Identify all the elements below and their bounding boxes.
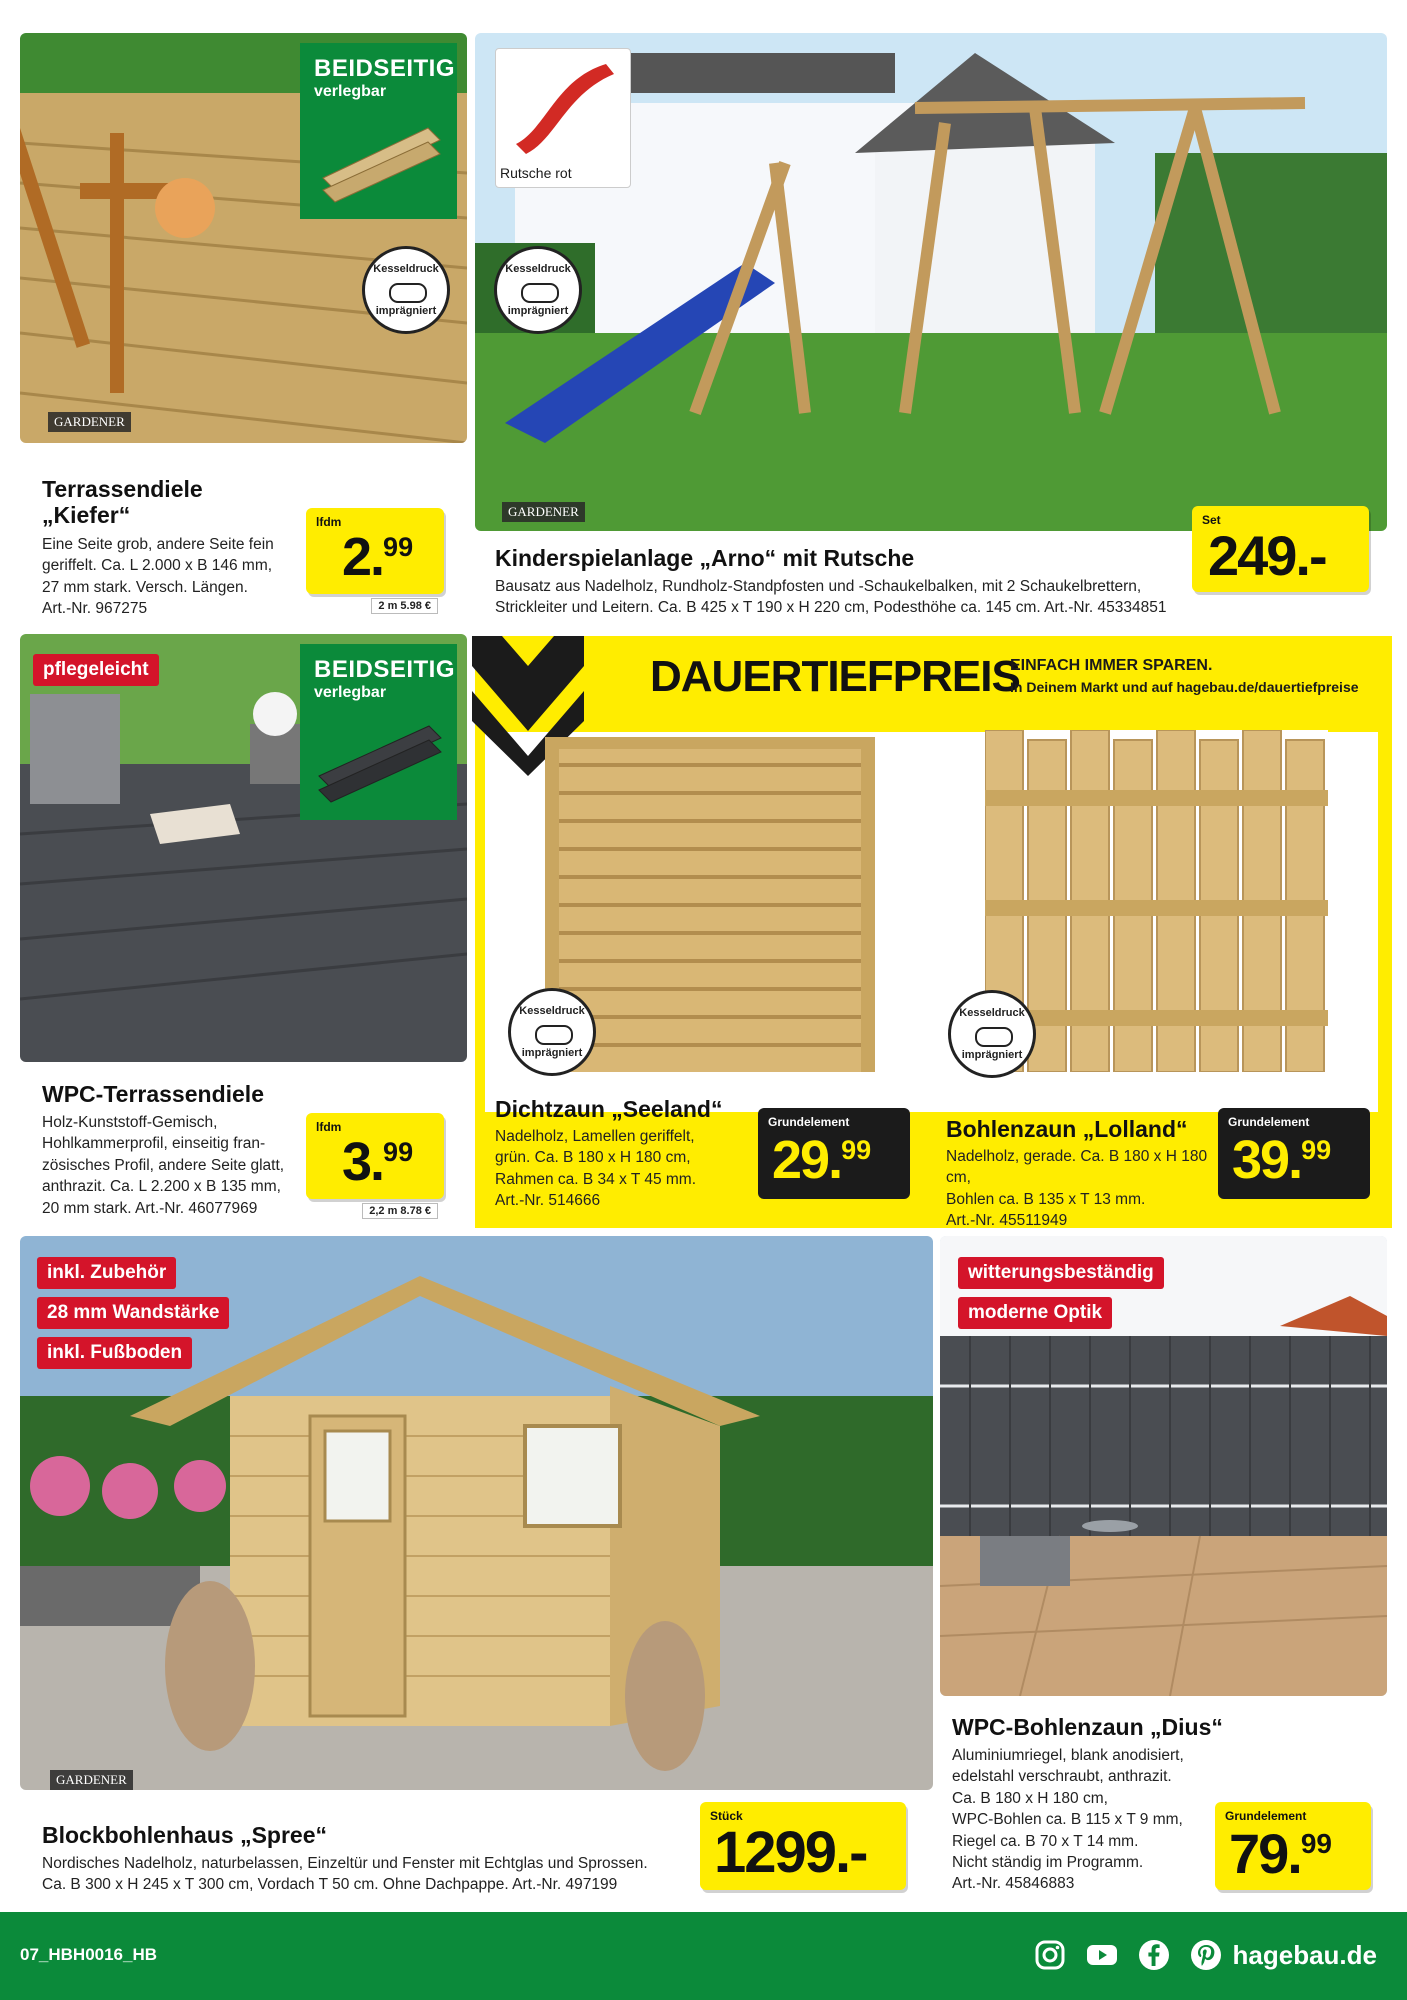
wandstaerke-tag: 28 mm Wandstärke	[37, 1297, 229, 1329]
seeland-description	[495, 1126, 745, 1212]
desc-line: Art.-Nr. 514666	[495, 1192, 601, 1210]
arno-description	[495, 576, 1195, 619]
desc-line: Art.-Nr. 45846883	[952, 1875, 1075, 1893]
beidseitig-tag	[300, 644, 457, 820]
plank-illustration	[318, 118, 443, 208]
pflegeleicht-tag: pflegeleicht	[33, 654, 159, 686]
desc-line: Holz-Kunststoff-Gemisch,	[42, 1114, 218, 1131]
gardener-logo: GARDENER	[48, 412, 131, 432]
desc-line: Riegel ca. B 70 x T 14 mm.	[952, 1832, 1139, 1850]
kesseldruck-stamp	[948, 990, 1036, 1078]
lolland-title: Bohlenzaun „Lolland“	[946, 1116, 1188, 1142]
wpc-diele-title: WPC-Terrassendiele	[42, 1081, 264, 1107]
price-value: 1299.-	[714, 1820, 867, 1885]
pinterest-icon[interactable]	[1190, 1939, 1222, 1971]
price-value	[1232, 1130, 1332, 1190]
facebook-icon[interactable]	[1138, 1939, 1170, 1971]
price-cents: 99	[841, 1135, 872, 1165]
seeland-title: Dichtzaun „Seeland“	[495, 1096, 723, 1122]
wpc-plank-illustration	[314, 716, 444, 811]
slide-inset	[495, 48, 631, 188]
tag-small-text: verlegbar	[314, 684, 387, 701]
stamp-shape	[389, 283, 427, 303]
stamp-shape	[535, 1025, 573, 1045]
price-cents: 99	[383, 532, 414, 562]
spree-price-box	[700, 1802, 906, 1890]
instagram-icon[interactable]	[1034, 1939, 1066, 1971]
stamp-line2: imprägniert	[375, 305, 437, 317]
stamp-shape	[521, 283, 559, 303]
desc-line: Bohlen ca. B 135 x T 13 mm.	[946, 1190, 1146, 1208]
seeland-price-box	[758, 1108, 910, 1199]
desc-line: Nordisches Nadelholz, naturbelassen, Einzeltür und Fenster mit Echtglas und Sprossen.	[42, 1855, 648, 1872]
page-code: 07_HBH0016_HB	[20, 1945, 158, 1964]
kiefer-title-line1: Terrassendiele	[42, 476, 203, 502]
price-cents: 99	[383, 1137, 414, 1167]
desc-line: Strickleiter und Leitern. Ca. B 425 x T 190 x H 220 cm, Podesthöhe ca. 145 cm. Art.-Nr. 45334851	[495, 599, 1167, 617]
kiefer-title-line2: „Kiefer“	[42, 502, 131, 529]
lolland-description	[946, 1146, 1226, 1232]
fussboden-tag: inkl. Fußboden	[37, 1337, 192, 1369]
stamp-line1: Kesseldruck	[505, 263, 571, 275]
desc-line: Nadelholz, Lamellen geriffelt,	[495, 1128, 695, 1145]
price-cents: 99	[1301, 1135, 1332, 1165]
optik-tag: moderne Optik	[958, 1297, 1112, 1329]
lolland-price-box	[1218, 1108, 1370, 1199]
price-unit: Grundelement	[1228, 1115, 1310, 1129]
gardener-logo: GARDENER	[50, 1770, 133, 1790]
kesseldruck-stamp	[508, 988, 596, 1076]
spree-title: Blockbohlenhaus „Spree“	[42, 1822, 328, 1848]
tag-small-text: verlegbar	[314, 83, 387, 100]
price-cents: 99	[1300, 1828, 1333, 1859]
stamp-line1: Kesseldruck	[519, 1005, 585, 1017]
tag-big-text: BEIDSEITIG	[314, 55, 456, 82]
price-unit: Set	[1202, 513, 1221, 527]
desc-line: anthrazit. Ca. L 2.200 x B 135 mm,	[42, 1178, 281, 1196]
desc-line: Eine Seite grob, andere Seite fein	[42, 536, 274, 553]
inset-label: Rutsche rot	[500, 165, 572, 181]
wpc-diele-price-box	[306, 1113, 444, 1217]
kiefer-title	[42, 476, 203, 529]
arno-price-box	[1192, 506, 1369, 592]
price-value	[1229, 1822, 1333, 1885]
price-unit: Stück	[710, 1809, 743, 1823]
youtube-icon[interactable]	[1086, 1939, 1118, 1971]
price-main: 3.	[342, 1132, 384, 1192]
gardener-logo: GARDENER	[502, 502, 585, 522]
desc-line: Art.-Nr. 967275	[42, 600, 148, 618]
price-unit: Grundelement	[768, 1115, 850, 1129]
desc-line: Ca. B 180 x H 180 cm,	[952, 1789, 1108, 1807]
desc-line: edelstahl verschraubt, anthrazit.	[952, 1768, 1172, 1786]
base-price: 2,2 m 8.78 €	[362, 1203, 438, 1219]
stamp-line2: imprägniert	[507, 305, 569, 317]
kesseldruck-stamp	[362, 246, 450, 334]
hagebau-link[interactable]: hagebau.de	[1232, 1940, 1377, 1970]
price-main: 79.	[1229, 1822, 1301, 1885]
beidseitig-tag	[300, 43, 457, 219]
wpc-diele-description	[42, 1112, 292, 1219]
desc-line: Nicht ständig im Programm.	[952, 1853, 1144, 1871]
witterung-tag: witterungsbeständig	[958, 1257, 1164, 1289]
red-slide-icon	[496, 49, 632, 159]
price-main: 39.	[1232, 1130, 1302, 1190]
desc-line: Hohlkammerprofil, einseitig fran-	[42, 1135, 266, 1153]
arno-title: Kinderspielanlage „Arno“ mit Rutsche	[495, 545, 915, 571]
price-value	[342, 1132, 414, 1192]
kiefer-description	[42, 534, 292, 620]
dauertiefpreis-sub2: In Deinem Markt und auf hagebau.de/dauertiefpreise	[1010, 679, 1359, 695]
price-main: 29.	[772, 1130, 842, 1190]
kesseldruck-stamp	[494, 246, 582, 334]
dius-description	[952, 1745, 1192, 1895]
dauertiefpreis-headline: DAUERTIEFPREIS	[650, 652, 1020, 701]
stamp-shape	[975, 1027, 1013, 1047]
price-main: 2.	[342, 527, 384, 587]
price-unit: lfdm	[316, 515, 342, 529]
base-price: 2 m 5.98 €	[371, 598, 438, 614]
dius-price-box	[1215, 1802, 1371, 1890]
desc-line: Bausatz aus Nadelholz, Rundholz-Standpfosten und -Schaukelbalken, mit 2 Schaukelbrettern,	[495, 578, 1142, 595]
kiefer-price-box	[306, 508, 444, 612]
desc-line: Ca. B 300 x H 245 x T 300 cm, Vordach T 50 cm. Ohne Dachpappe. Art.-Nr. 497199	[42, 1876, 618, 1894]
desc-line: Art.-Nr. 45511949	[946, 1212, 1068, 1230]
stamp-line1: Kesseldruck	[959, 1007, 1025, 1019]
price-unit: Grundelement	[1225, 1809, 1307, 1823]
desc-line: Aluminiumriegel, blank anodisiert,	[952, 1747, 1184, 1764]
stamp-line1: Kesseldruck	[373, 263, 439, 275]
spree-description	[42, 1853, 682, 1896]
desc-line: 20 mm stark. Art.-Nr. 46077969	[42, 1199, 258, 1217]
desc-line: Nadelholz, gerade. Ca. B 180 x H 180 cm,	[946, 1148, 1208, 1187]
price-value	[342, 527, 414, 587]
stamp-line2: imprägniert	[521, 1047, 583, 1059]
stamp-line2: imprägniert	[961, 1049, 1023, 1061]
tag-big-text: BEIDSEITIG	[314, 656, 456, 683]
desc-line: grün. Ca. B 180 x H 180 cm,	[495, 1149, 691, 1167]
desc-line: Rahmen ca. B 34 x T 45 mm.	[495, 1170, 697, 1188]
price-value: 249.-	[1208, 524, 1326, 587]
desc-line: zösisches Profil, andere Seite glatt,	[42, 1156, 285, 1174]
lolland-fence-photo	[985, 730, 1328, 1072]
desc-line: geriffelt. Ca. L 2.000 x B 146 mm,	[42, 557, 273, 575]
dius-title: WPC-Bohlenzaun „Dius“	[952, 1714, 1223, 1740]
desc-line: 27 mm stark. Versch. Längen.	[42, 578, 248, 596]
price-value	[772, 1130, 872, 1190]
zubehoer-tag: inkl. Zubehör	[37, 1257, 176, 1289]
price-unit: lfdm	[316, 1120, 342, 1134]
dauertiefpreis-sub1: EINFACH IMMER SPAREN.	[1010, 657, 1213, 674]
desc-line: WPC-Bohlen ca. B 115 x T 9 mm,	[952, 1811, 1183, 1829]
footer-bar	[0, 1912, 1407, 2000]
